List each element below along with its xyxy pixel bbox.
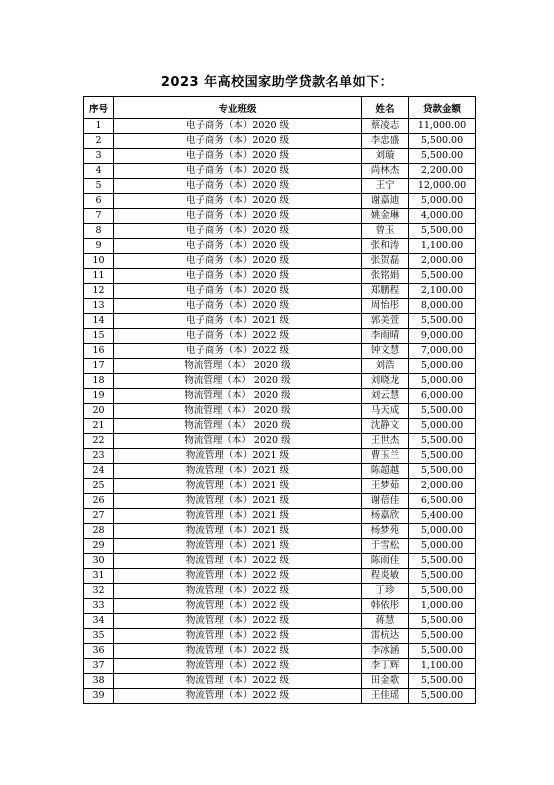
cell-amount: 1,000.00 xyxy=(409,599,476,614)
table-row xyxy=(84,359,476,374)
cell-name: 田金歌 xyxy=(362,674,409,689)
cell-class: 电子商务（本）2020 级 xyxy=(114,299,362,314)
cell-name: 谢蓓佳 xyxy=(362,494,409,509)
cell-name: 蔡凌志 xyxy=(362,119,409,134)
cell-amount: 2,100.00 xyxy=(409,284,476,299)
table-row xyxy=(84,569,476,584)
cell-name: 王佳瑶 xyxy=(362,689,409,704)
table-row xyxy=(84,389,476,404)
cell-seq: 3 xyxy=(84,149,114,164)
cell-seq: 18 xyxy=(84,374,114,389)
cell-seq: 35 xyxy=(84,629,114,644)
cell-seq: 10 xyxy=(84,254,114,269)
table-row xyxy=(84,494,476,509)
cell-seq: 29 xyxy=(84,539,114,554)
cell-class: 电子商务（本）2021 级 xyxy=(114,314,362,329)
cell-name: 李雨晴 xyxy=(362,329,409,344)
cell-name: 李忠盛 xyxy=(362,134,409,149)
cell-seq: 6 xyxy=(84,194,114,209)
cell-seq: 1 xyxy=(84,119,114,134)
cell-amount: 5,500.00 xyxy=(409,614,476,629)
cell-seq: 20 xyxy=(84,404,114,419)
cell-amount: 5,500.00 xyxy=(409,449,476,464)
cell-name: 张铭娟 xyxy=(362,269,409,284)
cell-name: 蒋慧 xyxy=(362,614,409,629)
cell-class: 物流管理（本）2021 级 xyxy=(114,494,362,509)
cell-seq: 5 xyxy=(84,179,114,194)
cell-name: 雷杭达 xyxy=(362,629,409,644)
cell-seq: 26 xyxy=(84,494,114,509)
cell-amount: 5,500.00 xyxy=(409,584,476,599)
cell-class: 物流管理（本） 2020 级 xyxy=(114,404,362,419)
cell-name: 王梦茹 xyxy=(362,479,409,494)
table-row xyxy=(84,119,476,134)
cell-class: 物流管理（本）2022 级 xyxy=(114,554,362,569)
table-row xyxy=(84,554,476,569)
cell-name: 谢嘉迪 xyxy=(362,194,409,209)
cell-amount: 2,000.00 xyxy=(409,479,476,494)
cell-class: 物流管理（本）2022 级 xyxy=(114,584,362,599)
cell-class: 物流管理（本）2021 级 xyxy=(114,539,362,554)
cell-seq: 34 xyxy=(84,614,114,629)
cell-class: 物流管理（本）2022 级 xyxy=(114,644,362,659)
cell-name: 程炎敏 xyxy=(362,569,409,584)
page-title: 2023 年高校国家助学贷款名单如下： xyxy=(160,75,394,90)
cell-class: 电子商务（本）2020 级 xyxy=(114,149,362,164)
cell-class: 电子商务（本）2020 级 xyxy=(114,209,362,224)
cell-amount: 5,000.00 xyxy=(409,194,476,209)
cell-amount: 5,000.00 xyxy=(409,374,476,389)
cell-seq: 21 xyxy=(84,419,114,434)
cell-seq: 39 xyxy=(84,689,114,704)
cell-seq: 25 xyxy=(84,479,114,494)
cell-name: 曾玉 xyxy=(362,224,409,239)
cell-name: 郑鹏程 xyxy=(362,284,409,299)
cell-amount: 1,100.00 xyxy=(409,239,476,254)
cell-seq: 33 xyxy=(84,599,114,614)
table-body xyxy=(84,119,476,704)
cell-amount: 5,500.00 xyxy=(409,149,476,164)
cell-name: 刘晓龙 xyxy=(362,374,409,389)
cell-seq: 9 xyxy=(84,239,114,254)
cell-amount: 2,200.00 xyxy=(409,164,476,179)
cell-amount: 6,000.00 xyxy=(409,389,476,404)
table-row xyxy=(84,659,476,674)
cell-seq: 24 xyxy=(84,464,114,479)
cell-class: 电子商务（本）2020 级 xyxy=(114,269,362,284)
table-row xyxy=(84,374,476,389)
table-row xyxy=(84,464,476,479)
table-row xyxy=(84,689,476,704)
cell-seq: 16 xyxy=(84,344,114,359)
cell-seq: 23 xyxy=(84,449,114,464)
cell-name: 陈超越 xyxy=(362,464,409,479)
cell-amount: 5,500.00 xyxy=(409,674,476,689)
cell-class: 物流管理（本）2021 级 xyxy=(114,449,362,464)
cell-class: 电子商务（本）2020 级 xyxy=(114,224,362,239)
cell-seq: 28 xyxy=(84,524,114,539)
cell-name: 陈雨佳 xyxy=(362,554,409,569)
cell-class: 电子商务（本）2020 级 xyxy=(114,164,362,179)
header-seq: 序号 xyxy=(84,97,114,119)
cell-class: 物流管理（本）2022 级 xyxy=(114,629,362,644)
table-row xyxy=(84,134,476,149)
cell-name: 王世杰 xyxy=(362,434,409,449)
cell-amount: 5,500.00 xyxy=(409,224,476,239)
table-row xyxy=(84,329,476,344)
cell-amount: 5,000.00 xyxy=(409,524,476,539)
cell-amount: 5,500.00 xyxy=(409,554,476,569)
cell-name: 李丁辉 xyxy=(362,659,409,674)
cell-class: 物流管理（本）2022 级 xyxy=(114,569,362,584)
cell-seq: 19 xyxy=(84,389,114,404)
cell-name: 刘云慧 xyxy=(362,389,409,404)
cell-class: 物流管理（本） 2020 级 xyxy=(114,359,362,374)
cell-amount: 5,500.00 xyxy=(409,689,476,704)
cell-class: 电子商务（本）2020 级 xyxy=(114,119,362,134)
loan-list-table xyxy=(83,96,476,704)
table-row xyxy=(84,404,476,419)
header-row xyxy=(84,97,476,119)
table-row xyxy=(84,224,476,239)
cell-class: 电子商务（本）2020 级 xyxy=(114,179,362,194)
cell-seq: 2 xyxy=(84,134,114,149)
cell-name: 张贺磊 xyxy=(362,254,409,269)
cell-seq: 38 xyxy=(84,674,114,689)
cell-class: 电子商务（本）2020 级 xyxy=(114,194,362,209)
cell-class: 物流管理（本） 2020 级 xyxy=(114,419,362,434)
table-row xyxy=(84,644,476,659)
cell-seq: 13 xyxy=(84,299,114,314)
table-row xyxy=(84,509,476,524)
cell-name: 张和涛 xyxy=(362,239,409,254)
cell-seq: 32 xyxy=(84,584,114,599)
cell-amount: 2,000.00 xyxy=(409,254,476,269)
cell-seq: 4 xyxy=(84,164,114,179)
cell-amount: 5,500.00 xyxy=(409,434,476,449)
header-class: 专业班级 xyxy=(114,97,362,119)
cell-seq: 8 xyxy=(84,224,114,239)
table-row xyxy=(84,614,476,629)
cell-class: 电子商务（本）2020 级 xyxy=(114,239,362,254)
table-row xyxy=(84,239,476,254)
table-row xyxy=(84,344,476,359)
cell-class: 物流管理（本）2022 级 xyxy=(114,599,362,614)
table-row xyxy=(84,299,476,314)
cell-name: 曹玉兰 xyxy=(362,449,409,464)
cell-name: 韩依彤 xyxy=(362,599,409,614)
table-row xyxy=(84,539,476,554)
cell-amount: 5,000.00 xyxy=(409,359,476,374)
table-row xyxy=(84,434,476,449)
cell-name: 杨梦苑 xyxy=(362,524,409,539)
cell-name: 李冰涵 xyxy=(362,644,409,659)
cell-amount: 11,000.00 xyxy=(409,119,476,134)
cell-seq: 30 xyxy=(84,554,114,569)
cell-name: 于雪松 xyxy=(362,539,409,554)
table-row xyxy=(84,179,476,194)
header-amount: 贷款金额 xyxy=(409,97,476,119)
table-row xyxy=(84,269,476,284)
cell-name: 郭美萱 xyxy=(362,314,409,329)
table-row xyxy=(84,674,476,689)
cell-seq: 22 xyxy=(84,434,114,449)
cell-class: 物流管理（本）2022 级 xyxy=(114,674,362,689)
cell-class: 电子商务（本）2020 级 xyxy=(114,134,362,149)
cell-name: 刘璇 xyxy=(362,149,409,164)
cell-class: 物流管理（本） 2020 级 xyxy=(114,434,362,449)
cell-amount: 5,000.00 xyxy=(409,539,476,554)
cell-class: 电子商务（本）2020 级 xyxy=(114,284,362,299)
cell-seq: 11 xyxy=(84,269,114,284)
table-header xyxy=(84,97,476,119)
cell-name: 姚金琳 xyxy=(362,209,409,224)
table-row xyxy=(84,149,476,164)
cell-class: 物流管理（本）2022 级 xyxy=(114,659,362,674)
table-row xyxy=(84,599,476,614)
cell-class: 物流管理（本） 2020 级 xyxy=(114,374,362,389)
cell-seq: 14 xyxy=(84,314,114,329)
cell-name: 刘浩 xyxy=(362,359,409,374)
cell-name: 尚林杰 xyxy=(362,164,409,179)
table-row xyxy=(84,194,476,209)
cell-seq: 17 xyxy=(84,359,114,374)
cell-class: 物流管理（本）2021 级 xyxy=(114,524,362,539)
cell-name: 钟文慧 xyxy=(362,344,409,359)
table-row xyxy=(84,419,476,434)
table-row xyxy=(84,479,476,494)
cell-amount: 5,000.00 xyxy=(409,419,476,434)
cell-amount: 5,500.00 xyxy=(409,134,476,149)
table-row xyxy=(84,254,476,269)
cell-amount: 5,500.00 xyxy=(409,644,476,659)
cell-name: 杨嘉欣 xyxy=(362,509,409,524)
cell-class: 电子商务（本）2022 级 xyxy=(114,329,362,344)
table-row xyxy=(84,629,476,644)
cell-name: 王宁 xyxy=(362,179,409,194)
table-row xyxy=(84,314,476,329)
cell-amount: 5,500.00 xyxy=(409,404,476,419)
table-row xyxy=(84,524,476,539)
cell-name: 周怡彤 xyxy=(362,299,409,314)
cell-seq: 12 xyxy=(84,284,114,299)
cell-amount: 5,500.00 xyxy=(409,629,476,644)
header-name: 姓名 xyxy=(362,97,409,119)
table-row xyxy=(84,164,476,179)
cell-name: 马天成 xyxy=(362,404,409,419)
cell-amount: 4,000.00 xyxy=(409,209,476,224)
cell-class: 物流管理（本）2021 级 xyxy=(114,464,362,479)
cell-amount: 7,000.00 xyxy=(409,344,476,359)
table-row xyxy=(84,284,476,299)
cell-amount: 1,100.00 xyxy=(409,659,476,674)
cell-class: 物流管理（本）2021 级 xyxy=(114,479,362,494)
cell-seq: 36 xyxy=(84,644,114,659)
cell-seq: 31 xyxy=(84,569,114,584)
cell-amount: 5,500.00 xyxy=(409,269,476,284)
cell-seq: 27 xyxy=(84,509,114,524)
cell-name: 丁珍 xyxy=(362,584,409,599)
cell-amount: 6,500.00 xyxy=(409,494,476,509)
cell-amount: 5,400.00 xyxy=(409,509,476,524)
cell-amount: 5,500.00 xyxy=(409,314,476,329)
cell-seq: 15 xyxy=(84,329,114,344)
cell-name: 沈静文 xyxy=(362,419,409,434)
cell-class: 电子商务（本）2020 级 xyxy=(114,254,362,269)
cell-class: 物流管理（本） 2020 级 xyxy=(114,389,362,404)
cell-amount: 5,500.00 xyxy=(409,464,476,479)
cell-seq: 37 xyxy=(84,659,114,674)
cell-class: 电子商务（本）2022 级 xyxy=(114,344,362,359)
cell-seq: 7 xyxy=(84,209,114,224)
table-row xyxy=(84,449,476,464)
table-row xyxy=(84,584,476,599)
cell-class: 物流管理（本）2021 级 xyxy=(114,509,362,524)
table-row xyxy=(84,209,476,224)
cell-class: 物流管理（本）2022 级 xyxy=(114,614,362,629)
cell-amount: 9,000.00 xyxy=(409,329,476,344)
cell-amount: 8,000.00 xyxy=(409,299,476,314)
cell-class: 物流管理（本）2022 级 xyxy=(114,689,362,704)
cell-amount: 12,000.00 xyxy=(409,179,476,194)
cell-amount: 5,500.00 xyxy=(409,569,476,584)
